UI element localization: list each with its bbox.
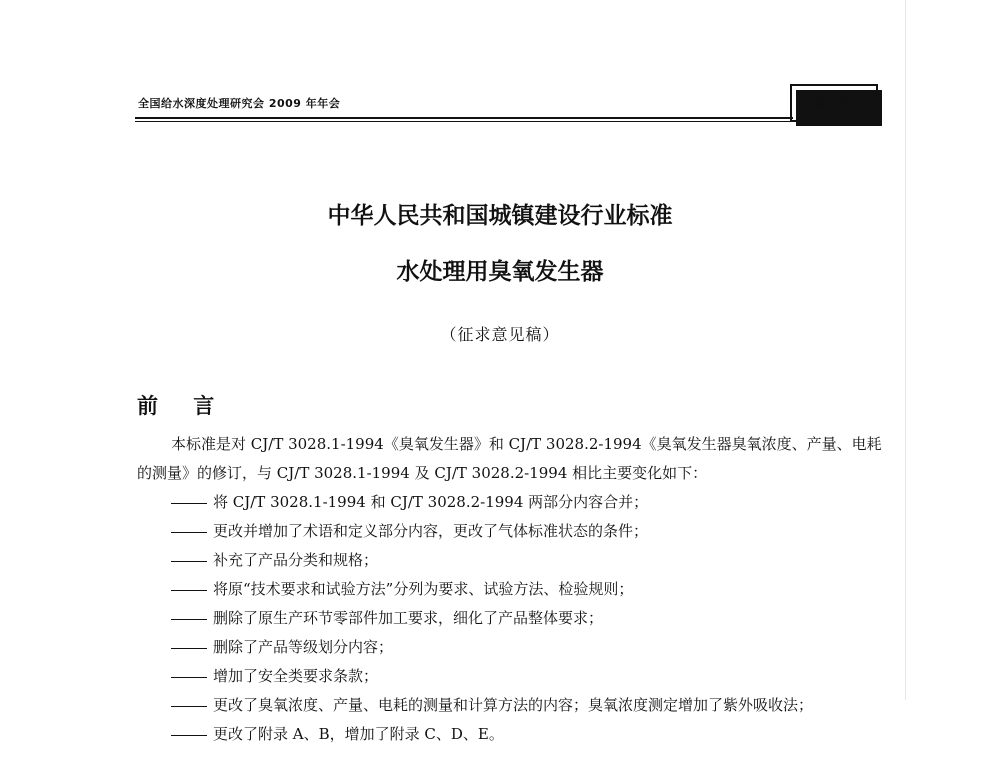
running-header: 全国给水深度处理研究会 2009 年年会 — [138, 97, 341, 110]
foreword-heading: 前 言 — [137, 394, 229, 418]
dash-marker — [171, 503, 207, 504]
dash-marker — [171, 648, 207, 649]
dash-marker — [171, 706, 207, 707]
dash-marker — [171, 619, 207, 620]
intro-paragraph: 本标准是对 CJ/T 3028.1-1994《臭氧发生器》和 CJ/T 3028.2-1994《臭氧发生器臭氧浓度、产量、电耗的测量》的修订，与 CJ/T 3028.1-1994 及 CJ/T 3028.2-1994 相比主要变化如下： — [137, 435, 882, 482]
list-item: 更改了附录 A、B，增加了附录 C、D、E。 — [137, 720, 887, 749]
dash-marker — [171, 532, 207, 533]
list-item: 更改并增加了术语和定义部分内容，更改了气体标准状态的条件； — [137, 517, 887, 546]
document-subject: 水处理用臭氧发生器 — [396, 259, 604, 285]
list-item: 删除了原生产环节零部件加工要求，细化了产品整体要求； — [137, 604, 887, 633]
list-item: 删除了产品等级划分内容； — [137, 633, 887, 662]
list-item: 增加了安全类要求条款； — [137, 662, 887, 691]
dash-marker — [171, 561, 207, 562]
collection-label: 论文集 — [796, 90, 870, 114]
document-title: 中华人民共和国城镇建设行业标准 — [327, 203, 673, 229]
dash-marker — [171, 677, 207, 678]
header-rule — [135, 117, 793, 122]
dash-marker — [171, 735, 207, 736]
scan-artifact-line — [905, 0, 906, 700]
list-item: 将原“技术要求和试验方法”分列为要求、试验方法、检验规则； — [137, 575, 887, 604]
draft-status: （征求意见稿） — [440, 325, 560, 344]
changes-list — [137, 488, 887, 749]
list-item: 将 CJ/T 3028.1-1994 和 CJ/T 3028.2-1994 两部分内容合并； — [137, 488, 887, 517]
collection-label-box — [790, 84, 878, 122]
list-item: 补充了产品分类和规格； — [137, 546, 887, 575]
dash-marker — [171, 590, 207, 591]
list-item: 更改了臭氧浓度、产量、电耗的测量和计算方法的内容；臭氧浓度测定增加了紫外吸收法； — [137, 691, 887, 720]
